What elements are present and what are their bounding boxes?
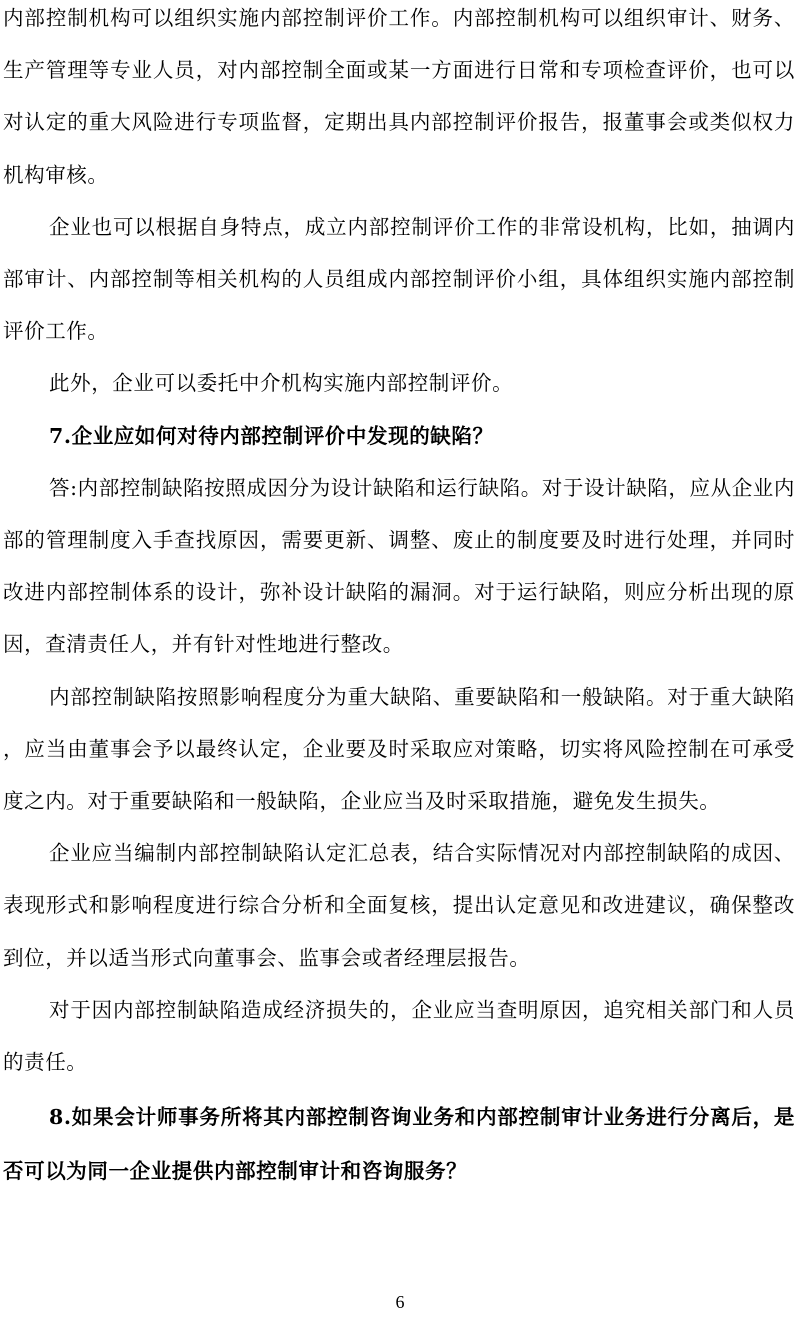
paragraph: 内部控制缺陷按照影响程度分为重大缺陷、重要缺陷和一般缺陷。对于重大缺陷，应当由董事会予以最终认定，企业要及时采取应对策略，切实将风险控制在可承受度之内。对于重要缺陷和一般缺陷，企业应当及时采取措施，避免发生损失。 xyxy=(3,684,795,814)
question-heading-7: 7.企业应如何对待内部控制评价中发现的缺陷？ xyxy=(49,423,494,448)
page-number: 6 xyxy=(395,1292,405,1312)
paragraph: 内部控制机构可以组织实施内部控制评价工作。内部控制机构可以组织审计、财务、生产管理等专业人员，对内部控制全面或某一方面进行日常和专项检查评价，也可以对认定的重大风险进行专项监督，定期出具内部控制评价报告，报董事会或类似权力机构审核。 xyxy=(3,6,795,187)
question-heading-8: 8.如果会计师事务所将其内部控制咨询业务和内部控制审计业务进行分离后，是否可以为同一企业提供内部控制审计和咨询服务？ xyxy=(3,1105,795,1184)
paragraph: 企业应当编制内部控制缺陷认定汇总表，结合实际情况对内部控制缺陷的成因、表现形式和影响程度进行综合分析和全面复核，提出认定意见和改进建议，确保整改到位，并以适当形式向董事会、监事会或者经理层报告。 xyxy=(3,841,795,970)
document-body xyxy=(3,0,795,1198)
paragraph: 企业也可以根据自身特点，成立内部控制评价工作的非常设机构，比如，抽调内部审计、内部控制等相关机构的人员组成内部控制评价小组，具体组织实施内部控制评价工作。 xyxy=(3,214,795,344)
paragraph: 对于因内部控制缺陷造成经济损失的，企业应当查明原因，追究相关部门和人员的责任。 xyxy=(3,997,795,1075)
answer-paragraph: 答:内部控制缺陷按照成因分为设计缺陷和运行缺陷。对于设计缺陷，应从企业内部的管理制度入手查找原因，需要更新、调整、废止的制度要及时进行处理，并同时改进内部控制体系的设计，弥补设计缺陷的漏洞。对于运行缺陷，则应分析出现的原因，查清责任人，并有针对性地进行整改。 xyxy=(3,475,796,657)
paragraph: 此外，企业可以委托中介机构实施内部控制评价。 xyxy=(49,371,514,396)
